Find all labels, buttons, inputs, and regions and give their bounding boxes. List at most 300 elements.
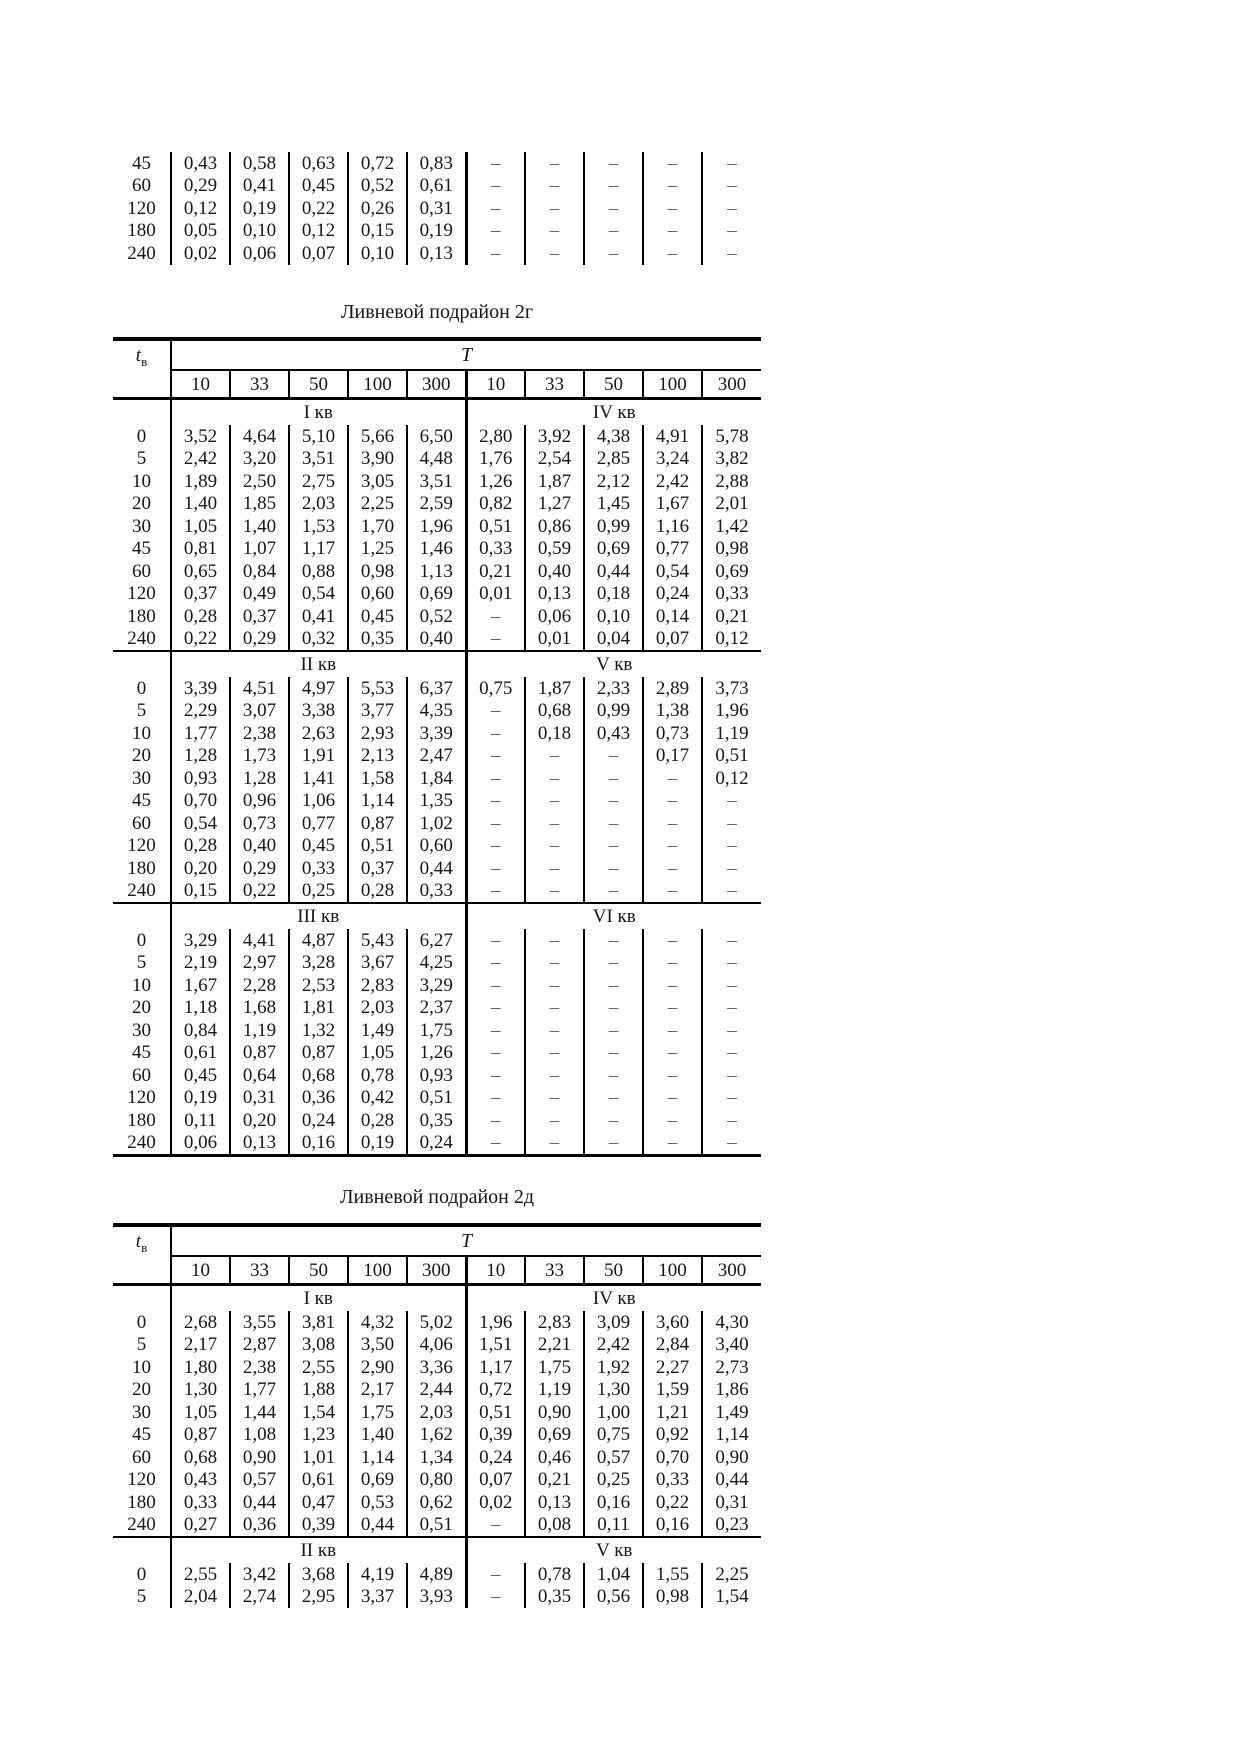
- value-cell: 1,75: [348, 1401, 407, 1424]
- value-cell: 0,51: [348, 835, 407, 858]
- value-cell: 2,80: [466, 425, 525, 448]
- table-row: [113, 812, 761, 835]
- value-cell: 0,64: [230, 1064, 289, 1087]
- value-cell: 1,25: [348, 538, 407, 561]
- quarter-label-left: III кв: [171, 903, 466, 929]
- value-cell: 2,73: [702, 1356, 761, 1379]
- value-cell: 0,68: [289, 1064, 348, 1087]
- empty-value-cell: –: [643, 1132, 702, 1156]
- empty-value-cell: –: [466, 605, 525, 628]
- value-cell: 0,27: [171, 1514, 230, 1538]
- value-cell: 0,69: [702, 560, 761, 583]
- empty-value-cell: –: [643, 835, 702, 858]
- empty-value-cell: –: [584, 974, 643, 997]
- value-cell: 0,10: [348, 242, 407, 265]
- empty-value-cell: –: [702, 242, 761, 265]
- table-row: [113, 560, 761, 583]
- value-cell: 0,51: [407, 1514, 466, 1538]
- value-cell: 2,84: [643, 1334, 702, 1357]
- value-cell: 1,40: [230, 515, 289, 538]
- value-cell: 1,05: [171, 515, 230, 538]
- value-cell: 0,37: [348, 857, 407, 880]
- period-header-cell: 100: [348, 370, 407, 399]
- value-cell: 3,51: [289, 448, 348, 471]
- table-row: [113, 835, 761, 858]
- value-cell: 0,10: [230, 220, 289, 243]
- value-cell: 1,89: [171, 470, 230, 493]
- value-cell: 1,54: [702, 1586, 761, 1609]
- empty-value-cell: –: [584, 812, 643, 835]
- section-spacer-cell: [113, 399, 171, 426]
- value-cell: 2,55: [289, 1356, 348, 1379]
- quarter-label-right: V кв: [466, 651, 761, 677]
- empty-value-cell: –: [643, 1042, 702, 1065]
- value-cell: 1,77: [230, 1379, 289, 1402]
- value-cell: 0,11: [171, 1109, 230, 1132]
- value-cell: 2,47: [407, 745, 466, 768]
- value-cell: 3,50: [348, 1334, 407, 1357]
- empty-value-cell: –: [643, 857, 702, 880]
- empty-value-cell: –: [525, 812, 584, 835]
- table-row: [113, 425, 761, 448]
- empty-value-cell: –: [466, 1586, 525, 1609]
- empty-value-cell: –: [525, 952, 584, 975]
- value-cell: 1,42: [702, 515, 761, 538]
- value-cell: 0,98: [348, 560, 407, 583]
- quarter-section: [113, 651, 761, 903]
- table-row: [113, 1469, 761, 1492]
- empty-value-cell: –: [702, 197, 761, 220]
- value-cell: 1,67: [171, 974, 230, 997]
- empty-value-cell: –: [643, 220, 702, 243]
- value-cell: 0,47: [289, 1491, 348, 1514]
- empty-value-cell: –: [702, 790, 761, 813]
- empty-value-cell: –: [466, 952, 525, 975]
- value-cell: 3,29: [407, 974, 466, 997]
- value-cell: 0,43: [171, 1469, 230, 1492]
- value-cell: 0,32: [289, 628, 348, 652]
- value-cell: 0,25: [584, 1469, 643, 1492]
- empty-value-cell: –: [466, 835, 525, 858]
- period-header-cell: 300: [407, 370, 466, 399]
- value-cell: 0,90: [230, 1446, 289, 1469]
- empty-value-cell: –: [643, 197, 702, 220]
- value-cell: 2,19: [171, 952, 230, 975]
- duration-cell: 20: [132, 493, 151, 515]
- empty-value-cell: –: [702, 974, 761, 997]
- period-header-cell: 33: [525, 370, 584, 399]
- value-cell: 0,25: [289, 880, 348, 904]
- value-cell: 0,69: [348, 1469, 407, 1492]
- value-cell: 0,24: [289, 1109, 348, 1132]
- empty-value-cell: –: [584, 220, 643, 243]
- duration-cell: 5: [136, 700, 147, 722]
- value-cell: 0,90: [525, 1401, 584, 1424]
- empty-value-cell: –: [466, 1019, 525, 1042]
- period-header-cell: 10: [171, 1256, 230, 1285]
- value-cell: 1,67: [643, 493, 702, 516]
- value-cell: 3,37: [348, 1586, 407, 1609]
- value-cell: 2,27: [643, 1356, 702, 1379]
- duration-cell: 45: [132, 1424, 151, 1446]
- value-cell: 0,72: [348, 152, 407, 175]
- value-cell: 2,89: [643, 677, 702, 700]
- value-cell: 1,85: [230, 493, 289, 516]
- empty-value-cell: –: [584, 857, 643, 880]
- value-cell: 1,41: [289, 767, 348, 790]
- value-cell: 2,87: [230, 1334, 289, 1357]
- empty-value-cell: –: [702, 812, 761, 835]
- value-cell: 1,00: [584, 1401, 643, 1424]
- value-cell: 0,28: [171, 605, 230, 628]
- value-cell: 4,32: [348, 1311, 407, 1334]
- duration-cell: 120: [127, 197, 156, 219]
- value-cell: 3,38: [289, 700, 348, 723]
- value-cell: 2,13: [348, 745, 407, 768]
- empty-value-cell: –: [643, 1064, 702, 1087]
- value-cell: 4,48: [407, 448, 466, 471]
- value-cell: 1,19: [230, 1019, 289, 1042]
- value-cell: 1,19: [525, 1379, 584, 1402]
- value-cell: 2,42: [584, 1334, 643, 1357]
- duration-cell: 30: [132, 515, 151, 537]
- empty-value-cell: –: [702, 1109, 761, 1132]
- value-cell: 1,30: [171, 1379, 230, 1402]
- value-cell: 0,45: [289, 175, 348, 198]
- value-cell: 0,01: [525, 628, 584, 652]
- value-cell: 0,99: [584, 515, 643, 538]
- table-2d-title: Ливневой подрайон 2д: [339, 1186, 535, 1208]
- value-cell: 2,50: [230, 470, 289, 493]
- empty-value-cell: –: [466, 745, 525, 768]
- value-cell: 2,38: [230, 722, 289, 745]
- value-cell: 4,25: [407, 952, 466, 975]
- empty-value-cell: –: [643, 974, 702, 997]
- value-cell: 4,38: [584, 425, 643, 448]
- empty-value-cell: –: [466, 1064, 525, 1087]
- value-cell: 0,68: [525, 700, 584, 723]
- value-cell: 0,41: [230, 175, 289, 198]
- empty-value-cell: –: [466, 242, 525, 265]
- empty-value-cell: –: [584, 1064, 643, 1087]
- value-cell: 0,45: [289, 835, 348, 858]
- duration-cell: 120: [127, 1087, 156, 1109]
- value-cell: 0,86: [525, 515, 584, 538]
- value-cell: 0,31: [407, 197, 466, 220]
- empty-value-cell: –: [584, 790, 643, 813]
- duration-cell: 30: [132, 1019, 151, 1041]
- table-header: [113, 339, 761, 399]
- empty-value-cell: –: [525, 152, 584, 175]
- empty-value-cell: –: [643, 767, 702, 790]
- value-cell: 2,55: [171, 1563, 230, 1586]
- value-cell: 0,12: [171, 197, 230, 220]
- table-2g: [113, 337, 761, 1157]
- value-cell: 1,81: [289, 997, 348, 1020]
- value-cell: 2,28: [230, 974, 289, 997]
- duration-cell: 10: [132, 470, 151, 492]
- value-cell: 2,83: [525, 1311, 584, 1334]
- value-cell: 1,17: [466, 1356, 525, 1379]
- value-cell: 0,70: [171, 790, 230, 813]
- table-row: [113, 1132, 761, 1156]
- value-cell: 0,69: [407, 583, 466, 606]
- duration-cell: 240: [127, 1514, 156, 1536]
- duration-cell: 240: [127, 242, 156, 264]
- empty-value-cell: –: [525, 767, 584, 790]
- header-row-periods: [113, 1256, 761, 1285]
- empty-value-cell: –: [702, 929, 761, 952]
- value-cell: 3,67: [348, 952, 407, 975]
- value-cell: 4,97: [289, 677, 348, 700]
- empty-value-cell: –: [525, 197, 584, 220]
- value-cell: 0,43: [171, 152, 230, 175]
- duration-cell: 0: [136, 425, 147, 447]
- table-row: [113, 745, 761, 768]
- value-cell: 3,09: [584, 1311, 643, 1334]
- value-cell: 0,42: [348, 1087, 407, 1110]
- value-cell: 0,84: [171, 1019, 230, 1042]
- value-cell: 2,17: [171, 1334, 230, 1357]
- value-cell: 0,81: [171, 538, 230, 561]
- value-cell: 0,44: [407, 857, 466, 880]
- value-cell: 1,32: [289, 1019, 348, 1042]
- empty-value-cell: –: [643, 812, 702, 835]
- table-row: [113, 583, 761, 606]
- value-cell: 0,44: [348, 1514, 407, 1538]
- value-cell: 0,63: [289, 152, 348, 175]
- value-cell: 1,19: [702, 722, 761, 745]
- duration-cell: 180: [127, 857, 156, 879]
- quarter-section: [113, 1285, 761, 1538]
- empty-value-cell: –: [525, 1042, 584, 1065]
- value-cell: 3,07: [230, 700, 289, 723]
- empty-value-cell: –: [643, 152, 702, 175]
- table-row: [113, 628, 761, 652]
- empty-value-cell: –: [702, 857, 761, 880]
- value-cell: 5,78: [702, 425, 761, 448]
- value-cell: 2,75: [289, 470, 348, 493]
- empty-value-cell: –: [525, 974, 584, 997]
- duration-cell: 10: [132, 1356, 151, 1378]
- value-cell: 0,13: [230, 1132, 289, 1156]
- table-row: [113, 974, 761, 997]
- value-cell: 4,30: [702, 1311, 761, 1334]
- T-header-cell: T: [171, 339, 761, 370]
- duration-cell: 0: [136, 1563, 147, 1585]
- empty-value-cell: –: [525, 790, 584, 813]
- empty-value-cell: –: [702, 952, 761, 975]
- table-row: [113, 197, 761, 220]
- value-cell: 0,13: [407, 242, 466, 265]
- empty-value-cell: –: [702, 152, 761, 175]
- empty-value-cell: –: [466, 974, 525, 997]
- value-cell: 0,28: [348, 1109, 407, 1132]
- value-cell: 1,28: [171, 745, 230, 768]
- value-cell: 0,53: [348, 1491, 407, 1514]
- value-cell: 2,74: [230, 1586, 289, 1609]
- duration-cell: 60: [132, 175, 151, 197]
- value-cell: 0,29: [230, 857, 289, 880]
- value-cell: 6,37: [407, 677, 466, 700]
- empty-value-cell: –: [643, 997, 702, 1020]
- empty-value-cell: –: [643, 952, 702, 975]
- table-row: [113, 470, 761, 493]
- table-row: [113, 767, 761, 790]
- duration-cell: 45: [132, 1042, 151, 1064]
- value-cell: 0,51: [407, 1087, 466, 1110]
- value-cell: 0,36: [230, 1514, 289, 1538]
- quarter-label-left: I кв: [171, 1285, 466, 1312]
- quarter-label-right: IV кв: [466, 1285, 761, 1312]
- value-cell: 2,68: [171, 1311, 230, 1334]
- table-row: [113, 1109, 761, 1132]
- duration-cell: 30: [132, 767, 151, 789]
- value-cell: 1,23: [289, 1424, 348, 1447]
- value-cell: 0,54: [289, 583, 348, 606]
- value-cell: 1,14: [348, 1446, 407, 1469]
- table-header: [113, 1225, 761, 1285]
- table-row: [113, 997, 761, 1020]
- value-cell: 0,24: [466, 1446, 525, 1469]
- value-cell: 2,29: [171, 700, 230, 723]
- value-cell: 1,87: [525, 470, 584, 493]
- fragment-body: [113, 152, 761, 265]
- value-cell: 2,63: [289, 722, 348, 745]
- value-cell: 1,73: [230, 745, 289, 768]
- quarter-section: [113, 1537, 761, 1608]
- empty-value-cell: –: [525, 745, 584, 768]
- value-cell: 1,96: [407, 515, 466, 538]
- value-cell: 3,40: [702, 1334, 761, 1357]
- value-cell: 3,92: [525, 425, 584, 448]
- value-cell: 0,22: [230, 880, 289, 904]
- value-cell: 1,84: [407, 767, 466, 790]
- value-cell: 1,05: [348, 1042, 407, 1065]
- period-header-cell: 33: [525, 1256, 584, 1285]
- value-cell: 0,98: [702, 538, 761, 561]
- value-cell: 0,28: [348, 880, 407, 904]
- empty-value-cell: –: [702, 1019, 761, 1042]
- value-cell: 1,14: [348, 790, 407, 813]
- value-cell: 1,92: [584, 1356, 643, 1379]
- table-2d: [113, 1223, 761, 1608]
- value-cell: 2,44: [407, 1379, 466, 1402]
- value-cell: 0,61: [289, 1469, 348, 1492]
- period-header-cell: 10: [466, 370, 525, 399]
- value-cell: 3,20: [230, 448, 289, 471]
- value-cell: 0,21: [466, 560, 525, 583]
- value-cell: 0,16: [643, 1514, 702, 1538]
- value-cell: 4,35: [407, 700, 466, 723]
- value-cell: 2,33: [584, 677, 643, 700]
- empty-value-cell: –: [584, 175, 643, 198]
- value-cell: 1,40: [348, 1424, 407, 1447]
- value-cell: 0,93: [171, 767, 230, 790]
- value-cell: 0,46: [525, 1446, 584, 1469]
- value-cell: 0,08: [525, 1514, 584, 1538]
- table-row: [113, 1087, 761, 1110]
- value-cell: 3,77: [348, 700, 407, 723]
- value-cell: 0,57: [230, 1469, 289, 1492]
- duration-cell: 5: [136, 1586, 147, 1608]
- table-row: [113, 605, 761, 628]
- duration-cell: 240: [127, 880, 156, 902]
- table-row: [113, 152, 761, 175]
- empty-value-cell: –: [466, 197, 525, 220]
- value-cell: 3,52: [171, 425, 230, 448]
- value-cell: 3,93: [407, 1586, 466, 1609]
- value-cell: 0,22: [171, 628, 230, 652]
- table-row: [113, 1586, 761, 1609]
- empty-value-cell: –: [584, 1132, 643, 1156]
- empty-value-cell: –: [702, 835, 761, 858]
- header-row-periods: [113, 370, 761, 399]
- value-cell: 1,14: [702, 1424, 761, 1447]
- value-cell: 0,84: [230, 560, 289, 583]
- value-cell: 0,20: [230, 1109, 289, 1132]
- value-cell: 0,61: [171, 1042, 230, 1065]
- table-2g-title: Ливневой подрайон 2г: [340, 301, 534, 323]
- value-cell: 0,70: [643, 1446, 702, 1469]
- table-row: [113, 880, 761, 904]
- duration-cell: 5: [136, 952, 147, 974]
- empty-value-cell: –: [643, 242, 702, 265]
- empty-value-cell: –: [525, 857, 584, 880]
- value-cell: 0,78: [525, 1563, 584, 1586]
- duration-cell: 0: [136, 929, 147, 951]
- empty-value-cell: –: [643, 1087, 702, 1110]
- value-cell: 0,43: [584, 722, 643, 745]
- value-cell: 4,64: [230, 425, 289, 448]
- empty-value-cell: –: [584, 997, 643, 1020]
- value-cell: 2,42: [643, 470, 702, 493]
- duration-cell: 120: [127, 583, 156, 605]
- table-row: [113, 538, 761, 561]
- value-cell: 0,01: [466, 583, 525, 606]
- duration-cell: 10: [132, 722, 151, 744]
- period-header-cell: 10: [171, 370, 230, 399]
- value-cell: 1,27: [525, 493, 584, 516]
- value-cell: 0,33: [466, 538, 525, 561]
- value-cell: 5,53: [348, 677, 407, 700]
- value-cell: 6,27: [407, 929, 466, 952]
- value-cell: 4,41: [230, 929, 289, 952]
- table-row: [113, 1356, 761, 1379]
- duration-cell: 30: [132, 1401, 151, 1423]
- value-cell: 3,82: [702, 448, 761, 471]
- empty-value-cell: –: [584, 1087, 643, 1110]
- empty-value-cell: –: [466, 722, 525, 745]
- value-cell: 0,68: [171, 1446, 230, 1469]
- value-cell: 3,90: [348, 448, 407, 471]
- value-cell: 1,76: [466, 448, 525, 471]
- value-cell: 0,19: [171, 1087, 230, 1110]
- value-cell: 1,80: [171, 1356, 230, 1379]
- empty-value-cell: –: [466, 220, 525, 243]
- value-cell: 2,90: [348, 1356, 407, 1379]
- value-cell: 0,83: [407, 152, 466, 175]
- value-cell: 1,70: [348, 515, 407, 538]
- value-cell: 0,06: [230, 242, 289, 265]
- value-cell: 0,87: [230, 1042, 289, 1065]
- value-cell: 0,04: [584, 628, 643, 652]
- value-cell: 0,06: [525, 605, 584, 628]
- value-cell: 1,62: [407, 1424, 466, 1447]
- table-row: [113, 1563, 761, 1586]
- value-cell: 1,26: [407, 1042, 466, 1065]
- value-cell: 3,24: [643, 448, 702, 471]
